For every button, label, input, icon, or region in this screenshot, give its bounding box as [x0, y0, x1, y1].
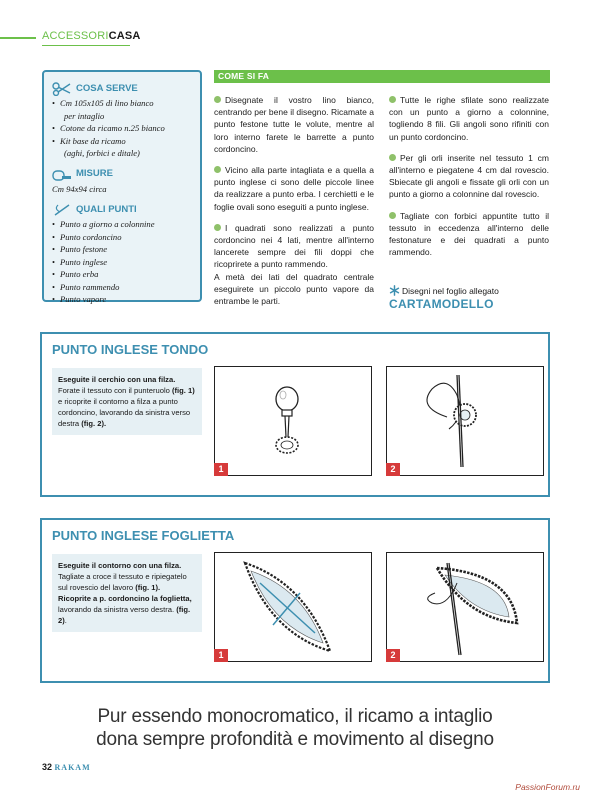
panel2-fig1-number: 1 [214, 649, 228, 662]
panel1-desc-1: Forate il tessuto con il punteruolo [58, 386, 172, 395]
bullet-dot-icon [389, 154, 396, 161]
panel2-fig2-number: 2 [386, 649, 400, 662]
category-label: CASA [108, 30, 141, 42]
cartamodello-note [389, 285, 559, 311]
list-item: • Punto erba [52, 268, 192, 281]
panel2-desc-fig2: (fig. 2) [58, 605, 191, 625]
paragraph-text: Vicino alla parte intagliata e a quella a punto inglese ci sono delle piccole linee da realizzare a punto erba. I cerchietti e le foglie ovali sono eseguiti a punto inglese. [214, 165, 374, 212]
quali-punti-title: QUALI PUNTI [76, 203, 137, 215]
instruction-paragraph [214, 164, 374, 213]
panel2-desc-fig1: (fig. 1). [135, 583, 161, 592]
panel2-title: PUNTO INGLESE FOGLIETTA [52, 528, 235, 543]
page-footer [42, 762, 91, 772]
panel2-desc-bold2: Ricoprite a p. cordoncino la foglietta, [58, 594, 192, 603]
header-accent-bar [0, 37, 36, 39]
list-item: • Punto rammendo [52, 281, 192, 294]
list-item: • Cm 105x105 di lino bianco [52, 97, 192, 110]
panel1-figure-2 [386, 366, 544, 476]
panel1-fig1-number: 1 [214, 463, 228, 476]
come-si-fa-heading: COME SI FA [214, 70, 550, 83]
misure-heading [52, 168, 192, 182]
section-title [42, 30, 141, 42]
list-item: • Cotone da ricamo n.25 bianco [52, 122, 192, 135]
panel1-desc-fig1: (fig. 1) [171, 386, 195, 395]
cosa-serve-heading [52, 82, 192, 96]
bullet-dot-icon [389, 212, 396, 219]
panel1-desc-bold: Eseguite il cerchio con una filza. [58, 375, 176, 384]
punto-inglese-foglietta-panel [40, 518, 550, 683]
instruction-paragraph [389, 152, 549, 201]
misure-value: Cm 94x94 circa [52, 183, 107, 194]
panel2-description [52, 554, 202, 632]
quali-punti-heading [52, 203, 192, 217]
panel2-figure-2 [386, 552, 544, 662]
punto-inglese-tondo-panel [40, 332, 550, 497]
cosa-serve-list [52, 97, 192, 160]
panel2-figure-1 [214, 552, 372, 662]
paragraph-text: A metà dei lati del quadrato centrale eseguirete un piccolo punto vapore da entrambe le parti. [214, 271, 374, 307]
list-item: • Punto a giorno a colonnine [52, 218, 192, 231]
instruction-paragraph [214, 222, 374, 271]
panel1-title: PUNTO INGLESE TONDO [52, 342, 209, 357]
panel2-desc-end: . [64, 616, 67, 625]
misure-title: MISURE [76, 168, 113, 180]
quote-line-1: Pur essendo monocromatico, il ricamo a intaglio [97, 706, 493, 727]
section-label: ACCESSORI [42, 30, 109, 42]
paragraph-text: Per gli orli inserite nel tessuto 1 cm all'interno e piegatene 4 cm dal rovescio. Sbiecate gli angoli e fissate gli orli con un punto a giorno a colonnine dal rovescio. [389, 152, 549, 200]
panel1-figure-1 [214, 366, 372, 476]
list-item: per intaglio [64, 110, 105, 121]
bullet-dot-icon [214, 96, 221, 103]
scissors-icon [52, 82, 72, 96]
panel1-fig2-number: 2 [386, 463, 400, 476]
list-item: • Punto vapore [52, 293, 192, 306]
bullet-dot-icon [214, 224, 221, 231]
instruction-paragraph [389, 94, 549, 143]
page-header [0, 28, 590, 48]
bullet-dot-icon [389, 96, 396, 103]
instruction-paragraph [214, 271, 374, 308]
paragraph-text: I quadrati sono realizzati a punto cordoncino nei 4 lati, mentre all'interno lancerete sempre dei fili doppi che ricoprirete a punto rammendo. [214, 222, 374, 270]
magazine-name: RAKAM [54, 763, 91, 772]
panel2-desc-1: Tagliate a croce il tessuto e ripiegatelo sul rovescio del lavoro [58, 572, 187, 592]
instructions-column-1 [214, 94, 374, 316]
tape-measure-icon [52, 168, 72, 182]
needle-thread-icon [52, 203, 72, 217]
paragraph-text: Tagliate con forbici appuntite tutto il tessuto in eccedenza all'interno delle festonature e dei quadrati a punto rammendo. [389, 210, 549, 258]
leaf-cut-illustration [215, 553, 371, 661]
cartamodello-title: CARTAMODELLO [389, 297, 494, 311]
list-item: • Punto cordoncino [52, 231, 192, 244]
cosa-serve-title: COSA SERVE [76, 82, 138, 94]
panel2-desc-bold1: Eseguite il contorno con una filza. [58, 561, 182, 570]
list-item: • Kit base da ricamo [52, 135, 192, 148]
list-item: • Punto festone [52, 243, 192, 256]
panel1-desc-fig2: (fig. 2). [81, 419, 107, 428]
bullet-dot-icon [214, 166, 221, 173]
panel2-desc-2: lavorando da sinistra verso destra. [58, 605, 177, 614]
instruction-paragraph [214, 94, 374, 155]
quote-line-2: dona sempre profondità e movimento al disegno [96, 729, 494, 750]
leaf-cordoncino-illustration [387, 553, 543, 661]
materials-box [42, 70, 202, 302]
instructions-column-2 [389, 94, 549, 267]
header-underline [42, 45, 130, 46]
panel1-description [52, 368, 202, 435]
pull-quote [40, 705, 550, 751]
instruction-paragraph [389, 210, 549, 259]
cartamodello-line1: Disegni nel foglio allegato [402, 285, 499, 296]
cordoncino-circle-illustration [387, 367, 543, 475]
watermark: PassionForum.ru [515, 782, 580, 792]
list-item: • Punto inglese [52, 256, 192, 269]
list-item: (aghi, forbici e ditale) [64, 148, 140, 158]
awl-piercing-illustration [215, 367, 371, 475]
paragraph-text: Disegnate il vostro lino bianco, centrando per bene il disegno. Ricamate a punto festone tutte le volute, mentre al loro interno farete le barrette a punto cordoncino. [214, 95, 374, 154]
panel1-desc-2: e ricoprite il contorno a filza a punto cordoncino, lavorando da sinistra verso destra [58, 397, 191, 428]
snowflake-icon [389, 285, 400, 296]
paragraph-text: Tutte le righe sfilate sono realizzate con un punto a giorno a colonnine, togliendo 8 fili. Gli angoli sono rifiniti con un punto cordoncino. [389, 95, 549, 142]
quali-punti-list [52, 218, 192, 306]
page-number: 32 [42, 762, 53, 772]
